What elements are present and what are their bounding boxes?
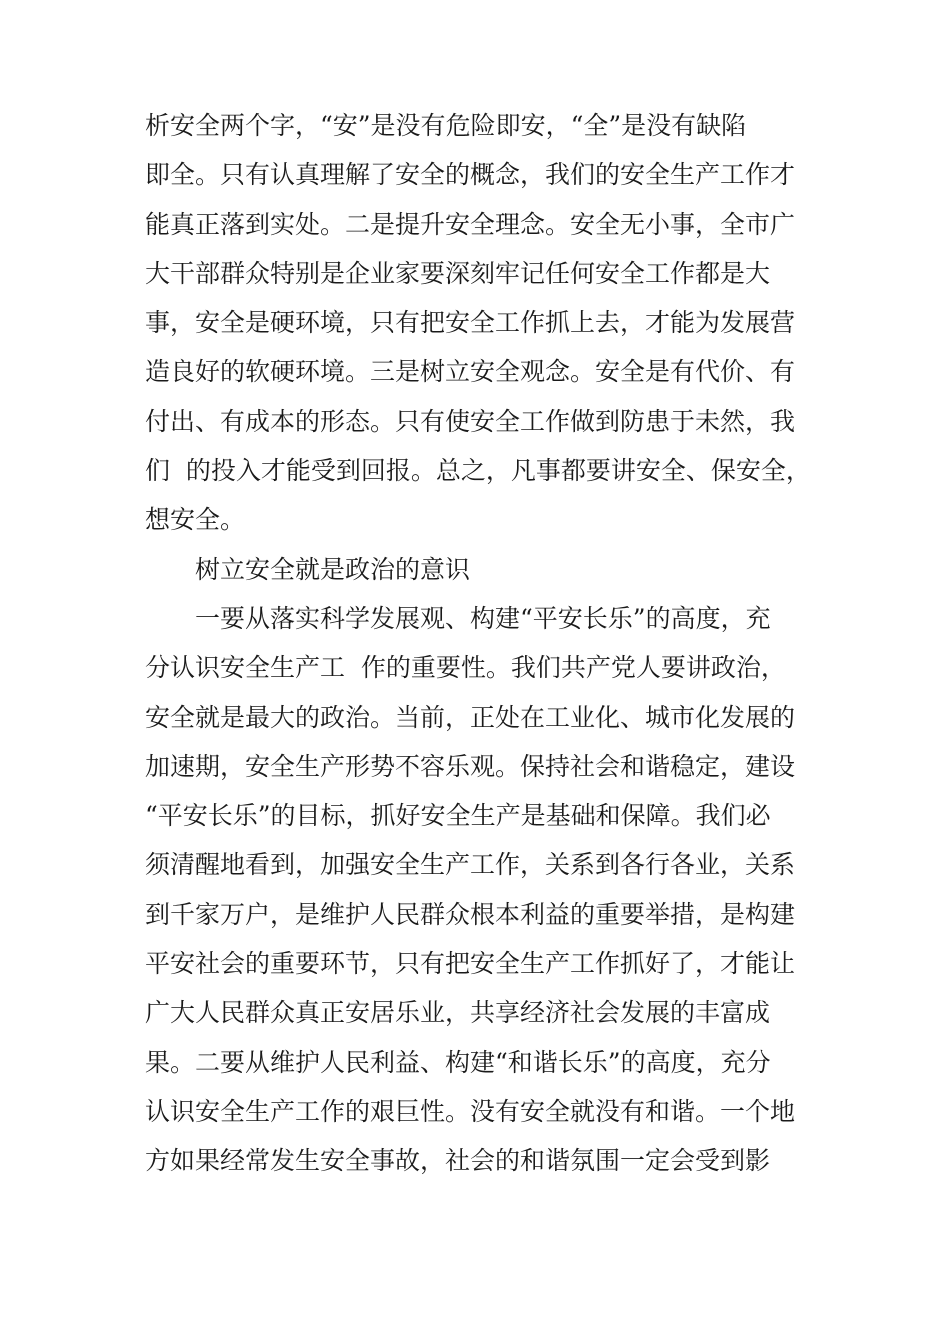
text-line: 付出、有成本的形态。只有使安全工作做到防患于未然，我 — [145, 406, 796, 436]
body-text — [145, 101, 845, 1186]
section-heading: 树立安全就是政治的意识 — [195, 554, 471, 584]
text-line: 广大人民群众真正安居乐业，共享经济社会发展的丰富成 — [145, 998, 771, 1028]
text-line: 加速期，安全生产形势不容乐观。保持社会和谐稳定，建设 — [145, 751, 796, 781]
paragraph-start-line: 一要从落实科学发展观、构建“平安长乐”的高度，充 — [195, 603, 771, 633]
text-line: 须清醒地看到，加强安全生产工作，关系到各行各业，关系 — [145, 850, 796, 880]
text-line: 平安社会的重要环节，只有把安全生产工作抓好了，才能让 — [145, 949, 796, 979]
text-line: 析安全两个字，“安”是没有危险即安，“全”是没有缺陷 — [145, 111, 747, 140]
text-line: 方如果经常发生安全事故，社会的和谐氛围一定会受到影 — [145, 1146, 771, 1176]
text-line: 安全就是最大的政治。当前，正处在工业化、城市化发展的 — [145, 702, 796, 732]
text-line: 能真正落到实处。二是提升安全理念。安全无小事，全市广 — [145, 209, 796, 239]
text-line: 分认识安全生产工 作的重要性。我们共产党人要讲政治， — [145, 653, 786, 683]
text-line: 们 的投入才能受到回报。总之，凡事都要讲安全、保安全， — [145, 456, 811, 486]
text-line: 到千家万户，是维护人民群众根本利益的重要举措，是构建 — [145, 899, 796, 929]
text-line: 想安全。 — [145, 505, 246, 535]
text-line: “平安长乐”的目标，抓好安全生产是基础和保障。我们必 — [145, 801, 771, 831]
text-line: 认识安全生产工作的艰巨性。没有安全就没有和谐。一个地 — [145, 1096, 796, 1126]
text-line: 果。二要从维护人民利益、构建“和谐长乐”的高度，充分 — [145, 1047, 771, 1077]
text-line: 大干部群众特别是企业家要深刻牢记任何安全工作都是大 — [145, 258, 771, 288]
text-line: 造良好的软硬环境。三是树立安全观念。安全是有代价、有 — [145, 357, 796, 387]
text-line: 事，安全是硬环境，只有把安全工作抓上去，才能为发展营 — [145, 308, 796, 338]
text-line: 即全。只有认真理解了安全的概念，我们的安全生产工作才 — [145, 160, 796, 190]
